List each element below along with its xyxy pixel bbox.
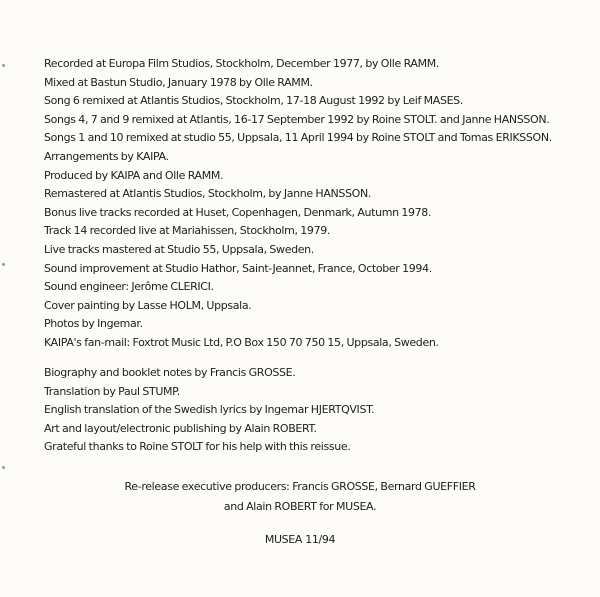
credit-line: Photos by Ingemar. xyxy=(44,317,143,331)
note-line: Grateful thanks to Roine STOLT for his help with this reissue. xyxy=(44,440,351,454)
booklet-credits xyxy=(44,364,584,457)
reissue-line: and Alain ROBERT for MUSEA. xyxy=(223,500,377,513)
credit-line: Live tracks mastered at Studio 55, Uppsala, Sweden. xyxy=(44,242,314,256)
credit-line: Songs 1 and 10 remixed at studio 55, Uppsala, 11 April 1994 by Roine STOLT and Tomas ERIKSSON. xyxy=(44,131,552,145)
credit-line: Recorded at Europa Film Studios, Stockholm, December 1977, by Olle RAMM. xyxy=(44,57,440,70)
reissue-line: Re-release executive producers: Francis GROSSE, Bernard GUEFFIER xyxy=(124,480,476,493)
catalog-number: MUSEA 11/94 xyxy=(264,533,336,546)
reissue-producers xyxy=(0,477,600,517)
scan-edge-mark xyxy=(2,466,5,469)
scan-edge-mark xyxy=(2,263,5,266)
credit-line: Sound engineer: Jerôme CLERICI. xyxy=(44,280,214,294)
credit-line: Produced by KAIPA and Olle RAMM. xyxy=(44,168,224,182)
note-line: Art and layout/electronic publishing by Alain ROBERT. xyxy=(44,421,317,435)
credit-line: Remastered at Atlantis Studios, Stockholm, by Janne HANSSON. xyxy=(44,187,371,201)
note-line: English translation of the Swedish lyrics by Ingemar HJERTQVIST. xyxy=(44,403,375,417)
credit-line: Track 14 recorded live at Mariahissen, Stockholm, 1979. xyxy=(44,224,331,238)
credit-line: Mixed at Bastun Studio, January 1978 by Olle RAMM. xyxy=(44,75,313,89)
credit-line: Sound improvement at Studio Hathor, Saint-Jeannet, France, October 1994. xyxy=(44,261,432,275)
scan-edge-mark xyxy=(2,64,5,67)
recording-credits xyxy=(44,55,584,353)
credit-line: Bonus live tracks recorded at Huset, Copenhagen, Denmark, Autumn 1978. xyxy=(44,205,432,219)
fan-mail-line: KAIPA's fan-mail: Foxtrot Music Ltd, P.O Box 150 70 750 15, Uppsala, Sweden. xyxy=(44,335,439,349)
note-line: Biography and booklet notes by Francis GROSSE. xyxy=(44,366,296,379)
credit-line: Songs 4, 7 and 9 remixed at Atlantis, 16-17 September 1992 by Roine STOLT. and Janne HANSSON. xyxy=(44,112,550,126)
credit-line: Cover painting by Lasse HOLM, Uppsala. xyxy=(44,298,252,312)
credit-line: Arrangements by KAIPA. xyxy=(44,149,169,163)
credit-line: Song 6 remixed at Atlantis Studios, Stockholm, 17-18 August 1992 by Leif MASES. xyxy=(44,94,463,108)
note-line: Translation by Paul STUMP. xyxy=(44,384,180,398)
